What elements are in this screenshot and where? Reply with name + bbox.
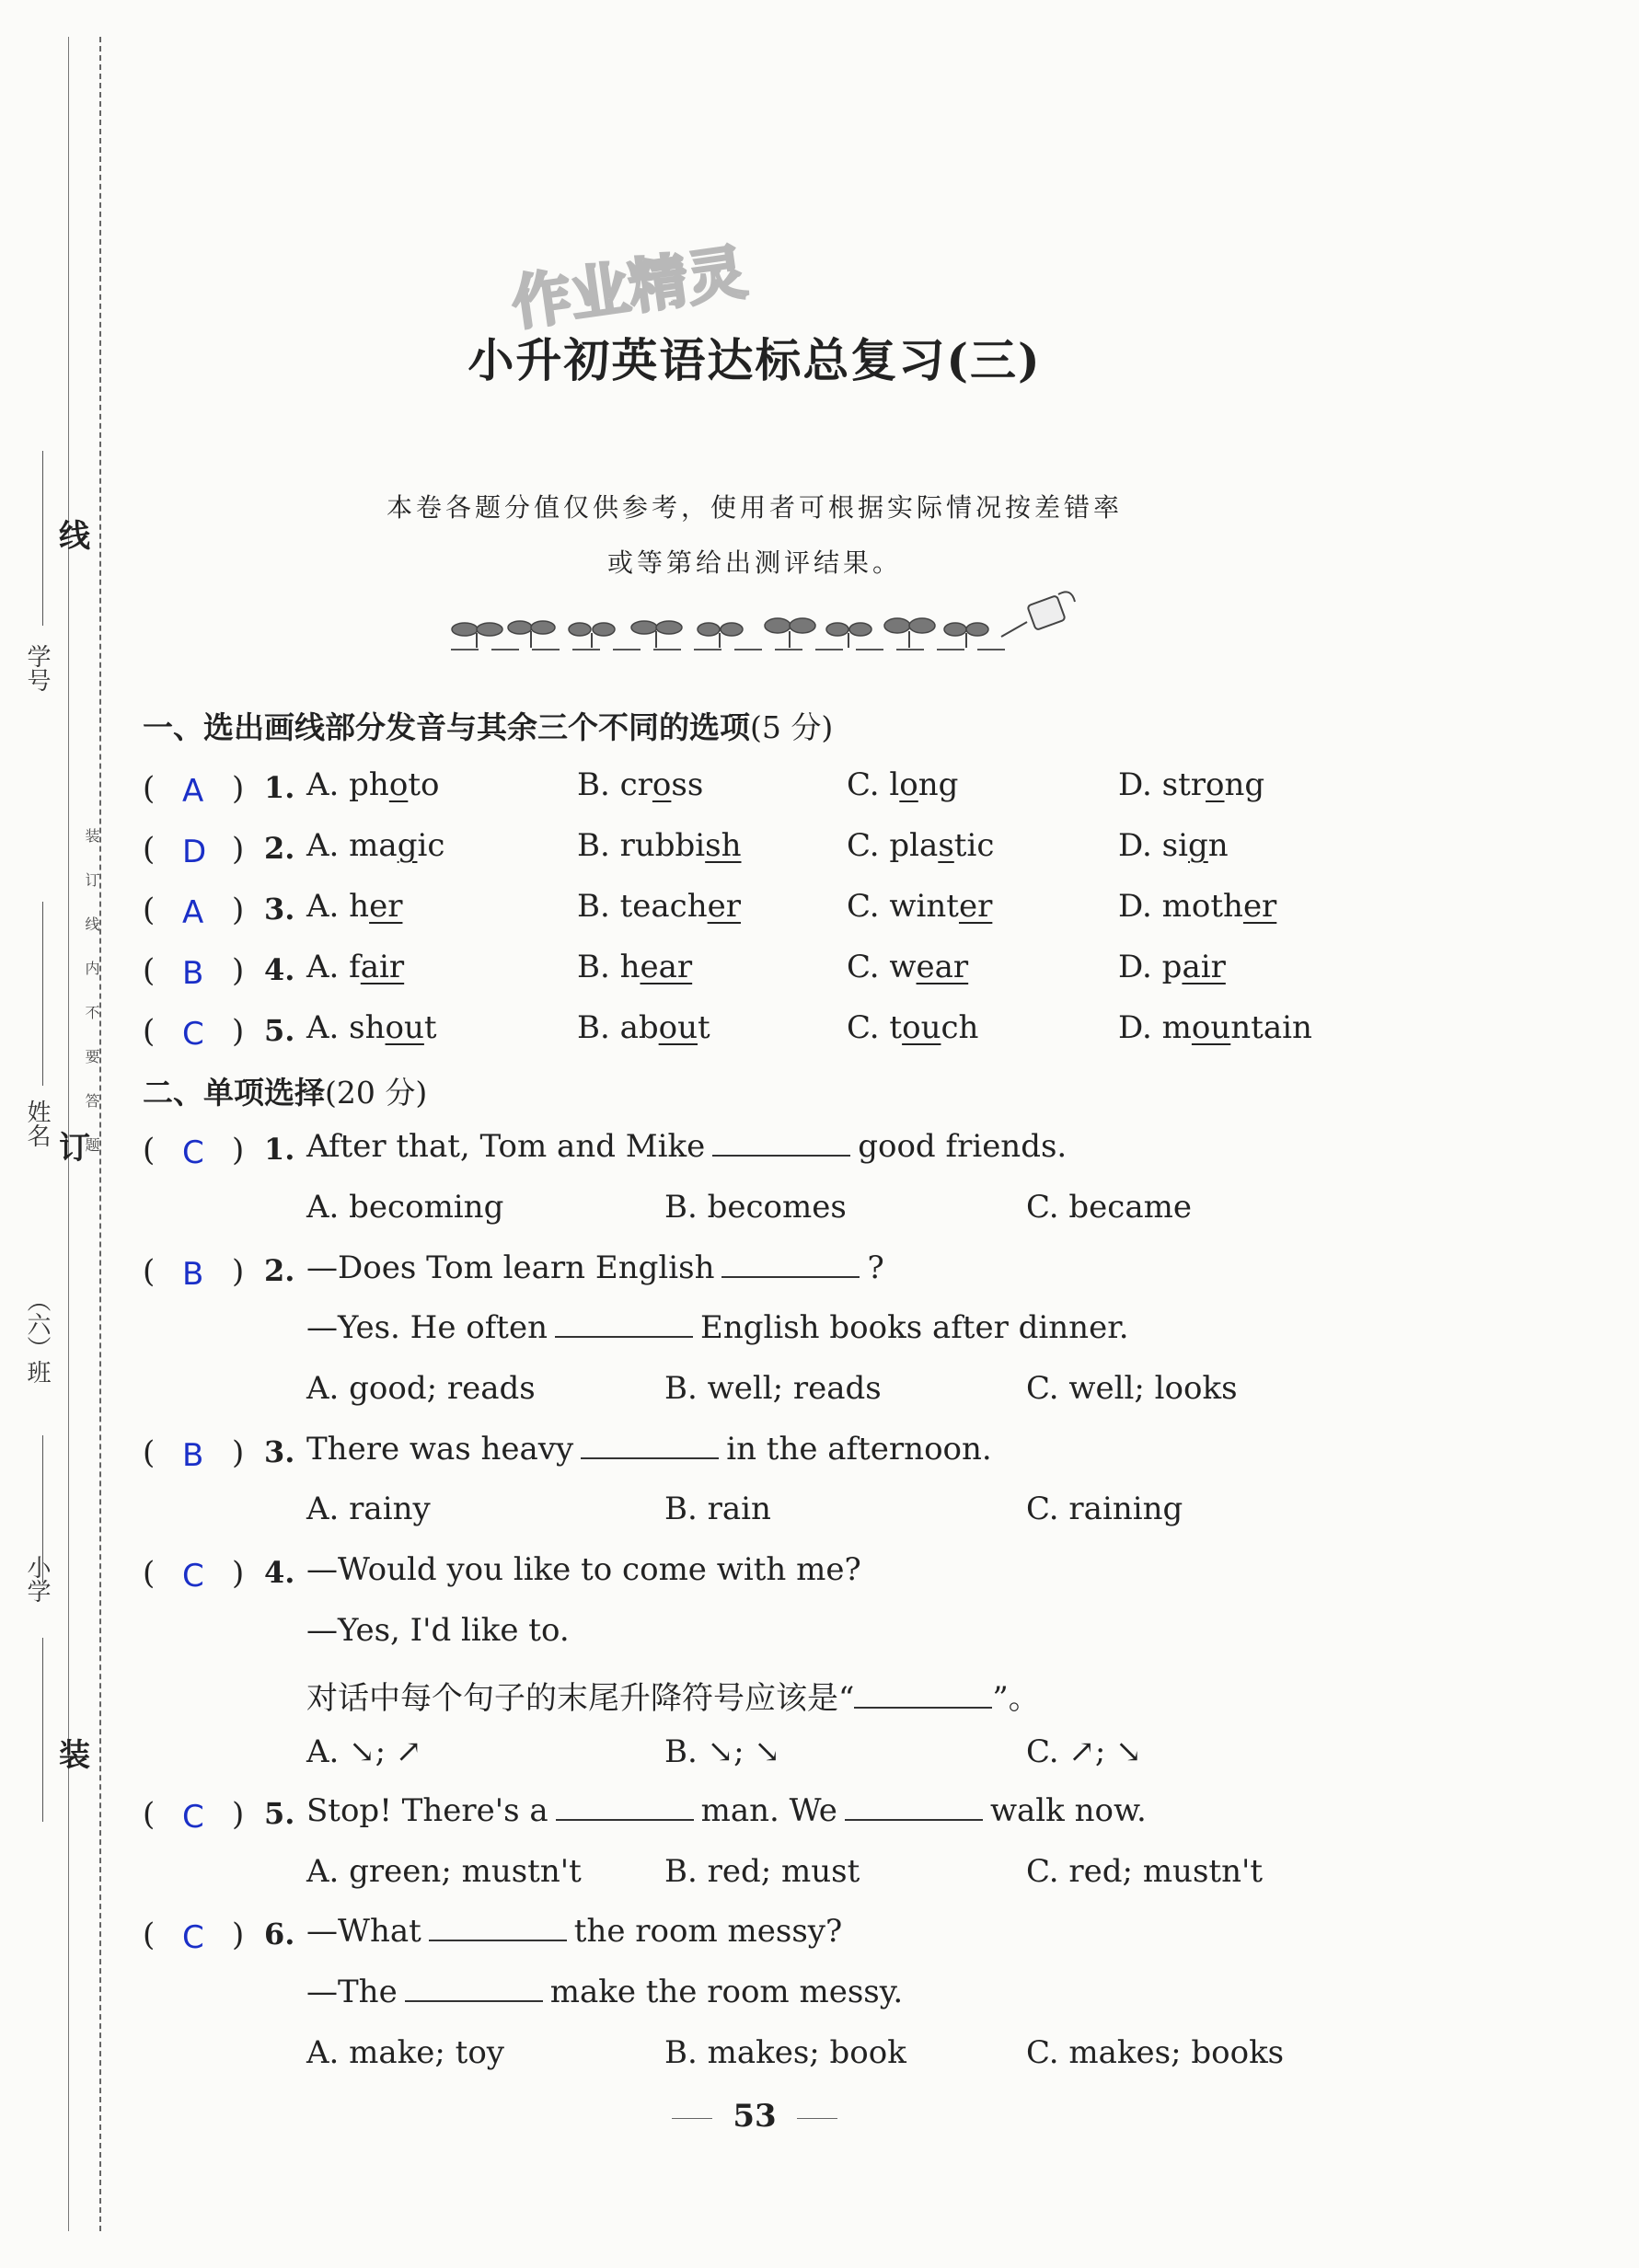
option-text-pre: B. h [577,949,641,985]
q6-line1-a: —What [306,1913,421,1950]
ding-label: 订 [59,1130,90,1167]
q5-blank-2 [845,1797,983,1821]
q6-line-1 [306,1913,842,1950]
q2-line2-b: English books after dinner. [700,1309,1129,1346]
answer-s1-q4: B [182,955,204,992]
option-text-pre: D. m [1118,1009,1192,1046]
paren-close: ) [232,1013,245,1050]
underlined-letters: ou [1191,1009,1231,1046]
q3-blank [581,1435,719,1459]
option-text-pre: C. t [847,1009,903,1046]
q5-option-a: A. green; mustn't [306,1853,582,1890]
underlined-letters: o [899,766,918,803]
question-number: 3. [264,892,295,927]
answer-s1-q5: C [182,1016,204,1053]
q6-option-c: C. makes; books [1026,2034,1285,2071]
page-number [0,2098,1509,2135]
section-1-heading [143,704,833,747]
paren-close: ) [232,770,245,807]
underlined-letters: sh [705,827,742,864]
underlined-letters: o [652,766,672,803]
section-2-points: (20 分) [325,1075,428,1111]
page-dash-left [672,2118,712,2119]
option-text-pre: A. sh [306,1009,386,1046]
option-text-post: tic [953,827,995,864]
underlined-letters: er [1242,888,1277,925]
s1-q5-option-c [847,1009,978,1046]
q3-stem-b: in the afternoon. [726,1431,992,1468]
q1-stem-b: good friends. [858,1128,1068,1165]
underlined-letters: ear [916,949,969,985]
underlined-letters: er [958,888,993,925]
q2-option-b: B. well; reads [664,1370,882,1407]
xuehao-blank [42,451,43,626]
option-text-post: ss [671,766,704,803]
s1-q3-option-d [1118,888,1276,925]
answer-s2-q4: C [182,1558,204,1595]
answer-s2-q3: B [182,1437,204,1474]
underlined-letters: air [1182,949,1226,985]
ban-label: （六）班 [23,1288,51,1384]
paren-open: ( [143,892,156,928]
paren-close: ) [232,1796,245,1833]
answer-s2-q5: C [182,1799,204,1836]
paren-open: ( [143,770,156,807]
option-text-post: n [1207,827,1229,864]
s1-q3-option-a [306,888,402,925]
option-text-post: ic [417,827,445,864]
s1-q2-option-a [306,827,444,864]
q5-stem-a: Stop! There's a [306,1792,548,1829]
paren-open: ( [143,1555,156,1592]
underlined-letters: er [369,888,403,925]
paren-open: ( [143,1917,156,1953]
s1-q5-option-b [577,1009,710,1046]
q5-stem-c: walk now. [989,1792,1147,1829]
page-title: 小升初英语达标总复习(三) [467,333,1042,387]
question-number: 1. [264,770,295,805]
option-text-pre: B. cr [577,766,652,803]
option-text-post: t [423,1009,437,1046]
q2-option-a: A. good; reads [306,1370,536,1407]
q6-line2-a: —The [306,1974,398,2010]
q5-stem [306,1792,1147,1829]
note-line-2: 或等第给出测评结果。 [606,547,902,578]
question-number: 5. [264,1796,295,1831]
paren-close: ) [232,1132,245,1169]
option-text-post: ng [918,766,959,803]
question-number: 6. [264,1917,295,1951]
option-text-post: ntain [1230,1009,1312,1046]
q1-stem-a: After that, Tom and Mike [306,1128,706,1165]
q4-line3-b: ”。 [992,1680,1040,1717]
question-number: 5. [264,1013,295,1048]
xingming-blank [42,902,43,1086]
q4-line-3 [306,1673,1040,1718]
q2-line1-a: —Does Tom learn English [306,1249,715,1286]
xiaoxue-label: 小学 [23,1555,51,1603]
q2-line1-b: ? [867,1249,884,1286]
option-text-post: t [698,1009,710,1046]
q5-blank-1 [556,1797,694,1821]
s1-q2-option-d [1118,827,1229,864]
paren-open: ( [143,1132,156,1169]
q3-option-b: B. rain [664,1491,771,1527]
answer-s2-q2: B [182,1256,204,1293]
question-number: 1. [264,1132,295,1167]
s1-q1-option-a [306,766,439,803]
paren-open: ( [143,1796,156,1833]
watermark-logo: 作业精灵 [507,238,751,340]
underlined-letters: o [1206,766,1225,803]
option-text-pre: B. teach [577,888,708,925]
q6-option-a: A. make; toy [306,2034,505,2071]
underlined-letters: ou [902,1009,941,1046]
option-text-pre: D. moth [1118,888,1243,925]
q5-stem-b: man. We [700,1792,837,1829]
xingming-label: 姓名 [23,1099,51,1147]
option-text-pre: A. f [306,949,361,985]
page-number-text: 53 [733,2098,777,2135]
paren-open: ( [143,952,156,989]
q6-blank-1 [429,1917,567,1941]
zhuang-blank [42,1638,43,1822]
underlined-letters: ou [658,1009,698,1046]
section-1-points: (5 分) [750,709,834,745]
paren-close: ) [232,952,245,989]
question-number: 2. [264,1253,295,1288]
answer-s1-q1: A [182,773,204,810]
q3-option-c: C. raining [1026,1491,1183,1527]
zhuang-label: 装 [59,1737,90,1774]
option-text-post: ch [941,1009,979,1046]
q3-stem [306,1431,992,1468]
q1-option-a: A. becoming [306,1189,504,1226]
q2-line-1 [306,1249,884,1286]
s1-q1-option-b [577,766,703,803]
option-text-pre: C. l [847,766,900,803]
q5-option-b: B. red; must [664,1853,860,1890]
s1-q1-option-d [1118,766,1264,803]
q1-option-c: C. became [1026,1189,1192,1226]
q4-line3-a: 对话中每个句子的末尾升降符号应该是“ [306,1680,855,1717]
q4-option-a: A. ↘; ↗ [306,1733,422,1770]
s1-q2-option-b [577,827,742,864]
s1-q5-option-a [306,1009,437,1046]
paren-close: ) [232,892,245,928]
underlined-letters: g [397,827,418,864]
s1-q4-option-c [847,949,968,985]
option-text-pre: D. p [1118,949,1183,985]
underlined-letters: ear [640,949,693,985]
paren-close: ) [232,1555,245,1592]
q4-blank [854,1685,992,1709]
paren-open: ( [143,1013,156,1050]
section-2-title: 二、单项选择 [143,1075,325,1111]
binding-warning: 装订线内不要答题 [83,828,100,1181]
underlined-letters: g [1188,827,1208,864]
s1-q3-option-b [577,888,741,925]
option-text-pre: C. pla [847,827,939,864]
option-text-pre: C. w [847,949,917,985]
s1-q1-option-c [847,766,958,803]
answer-s1-q3: A [182,894,204,931]
underlined-letters: er [707,888,741,925]
xian-label: 线 [59,518,90,555]
option-text-post: ng [1224,766,1265,803]
underlined-letters: air [360,949,405,985]
q2-option-c: C. well; looks [1026,1370,1238,1407]
paren-close: ) [232,1253,245,1290]
underlined-letters: o [388,766,409,803]
q5-option-c: C. red; mustn't [1026,1853,1263,1890]
s1-q2-option-c [847,827,994,864]
question-number: 3. [264,1434,295,1469]
answer-s2-q6: C [182,1919,204,1956]
q6-option-b: B. makes; book [664,2034,906,2071]
answer-s2-q1: C [182,1134,204,1171]
q4-option-b: B. ↘; ↘ [664,1733,780,1770]
answer-s1-q2: D [182,834,207,870]
paren-open: ( [143,1434,156,1471]
note-line-1: 本卷各题分值仅供参考，使用者可根据实际情况按差错率 [386,492,1123,523]
paren-close: ) [232,831,245,868]
option-text-pre: C. wint [847,888,959,925]
question-number: 4. [264,952,295,987]
s1-q4-option-a [306,949,404,985]
section-1-title: 一、选出画线部分发音与其余三个不同的选项 [143,709,750,745]
option-text-pre: B. rubbi [577,827,706,864]
q4-option-c: C. ↗; ↘ [1026,1733,1142,1770]
underlined-letters: ou [385,1009,424,1046]
option-text-pre: A. h [306,888,370,925]
q1-option-b: B. becomes [664,1189,847,1226]
xuehao-label: 学号 [23,644,51,692]
sprout-decoration [442,589,1086,662]
q3-option-a: A. rainy [306,1491,431,1527]
s1-q3-option-c [847,888,992,925]
s1-q5-option-d [1118,1009,1312,1046]
s1-q4-option-d [1118,949,1226,985]
q6-blank-2 [405,1978,543,2002]
q2-line-2 [306,1309,1129,1346]
q6-line2-b: make the room messy. [549,1974,904,2010]
option-text-pre: A. ph [306,766,389,803]
q3-stem-a: There was heavy [306,1431,574,1468]
underlined-letters: s [938,827,954,864]
paren-close: ) [232,1434,245,1471]
q6-line1-b: the room messy? [573,1913,843,1950]
q2-blank-2 [555,1314,693,1338]
paren-close: ) [232,1917,245,1953]
q2-line2-a: —Yes. He often [306,1309,548,1346]
option-text-pre: D. si [1118,827,1188,864]
question-number: 4. [264,1555,295,1590]
option-text-pre: D. str [1118,766,1206,803]
paren-open: ( [143,1253,156,1290]
page-dash-right [797,2118,837,2119]
q1-stem [306,1128,1067,1165]
question-number: 2. [264,831,295,866]
option-text-pre: B. ab [577,1009,659,1046]
q4-line-2: —Yes, I'd like to. [306,1612,570,1649]
q4-line-1: —Would you like to come with me? [306,1551,861,1588]
paren-open: ( [143,831,156,868]
q1-blank [712,1133,850,1157]
q2-blank-1 [721,1254,860,1278]
option-text-pre: A. ma [306,827,398,864]
option-text-post: to [408,766,440,803]
section-2-heading [143,1069,427,1112]
q6-line-2 [306,1974,903,2010]
s1-q4-option-b [577,949,692,985]
